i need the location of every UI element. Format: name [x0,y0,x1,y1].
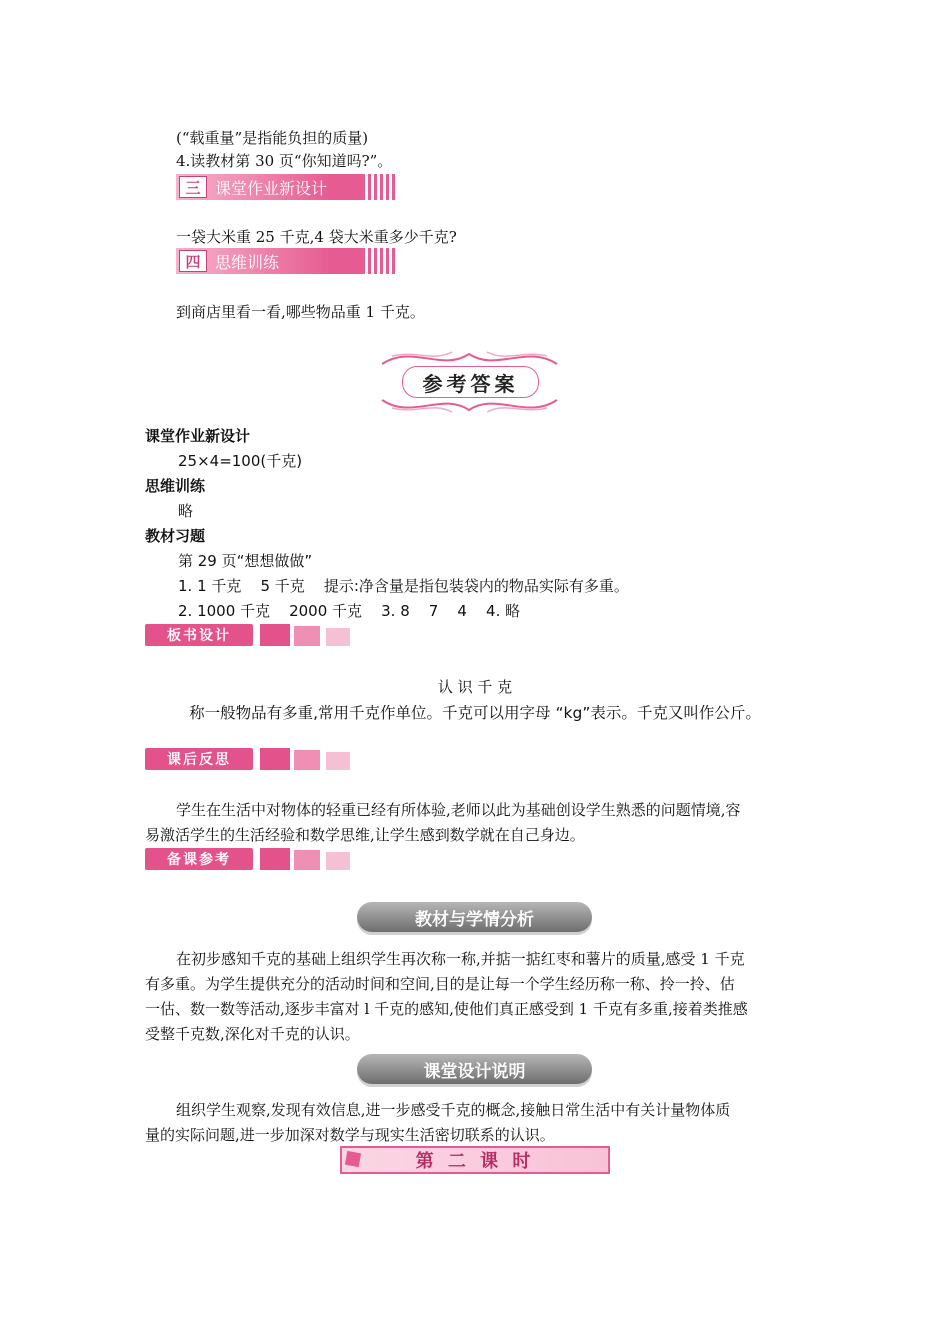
analysis-text: 在初步感知千克的基础上组织学生再次称一称,并掂一掂红枣和薯片的质量,感受 1 千克 [176,950,745,968]
decoration-square [260,848,290,870]
lesson-banner [340,1146,610,1174]
reflection-tag: 课后反思 [145,748,253,770]
answer-text: 2. 1000 千克 2000 千克 3. 8 7 4 4. 略 [178,602,521,620]
answer-heading: 思维训练 [145,477,206,495]
answer-text: 1. 1 千克 5 千克 提示:净含量是指包装袋内的物品实际有多重。 [178,577,629,595]
answer-heading: 教材习题 [145,527,206,545]
analysis-text: 有多重。为学生提供充分的活动时间和空间,目的是让每一个学生经历称一称、拎一拎、估 [145,975,735,993]
decoration-square [294,750,320,770]
analysis-text: 受整千克数,深化对千克的认识。 [145,1025,360,1043]
stripe-decoration [362,248,396,274]
design-header: 课堂设计说明 [357,1054,592,1084]
analysis-text: 一估、数一数等活动,逐步丰富对 l 千克的感知,使他们真正感受到 1 千克有多重,接着类推感 [145,1000,748,1018]
board-design-tag: 板书设计 [145,624,253,646]
reflection-text: 易激活学生的生活经验和数学思维,让学生感到数学就在自己身边。 [145,826,585,844]
reflection-text: 学生在生活中对物体的轻重已经有所体验,老师以此为基础创设学生熟悉的问题情境,容 [176,801,741,819]
answer-banner [372,342,567,420]
section-number: 三 [179,176,207,198]
note-line: (“载重量”是指能负担的质量) [176,129,369,147]
decoration-square [326,752,350,770]
decoration-square [294,850,320,870]
decoration-square [294,626,320,646]
answer-text: 第 29 页“想想做做” [178,552,313,570]
prep-reference-tag: 备课参考 [145,848,253,870]
instruction-line: 4.读教材第 30 页“你知道吗?”。 [176,152,393,170]
answer-title: 参考答案 [422,371,519,396]
board-title: 认 识 千 克 [437,678,513,696]
section-title: 思维训练 [215,252,280,272]
analysis-header: 教材与学情分析 [357,902,592,932]
answer-text: 略 [178,502,194,520]
section-header-homework [176,174,396,200]
decoration-square [326,852,350,870]
decoration-square [326,628,350,646]
decoration-square [260,624,290,646]
thinking-question: 到商店里看一看,哪些物品重 1 千克。 [176,303,425,321]
answer-heading: 课堂作业新设计 [145,427,251,445]
answer-text: 25×4=100(千克) [178,452,303,470]
section-title: 课堂作业新设计 [215,178,328,198]
design-text: 组织学生观察,发现有效信息,进一步感受千克的概念,接触日常生活中有关计量物体质 [176,1101,731,1119]
corner-decoration-icon [345,1151,361,1167]
answer-title-box [402,366,539,398]
design-text: 量的实际问题,进一步加深对数学与现实生活密切联系的认识。 [145,1126,555,1144]
homework-question: 一袋大米重 25 千克,4 袋大米重多少千克? [176,228,457,246]
section-number: 四 [179,250,207,272]
board-content: 称一般物品有多重,常用千克作单位。千克可以用字母 “kg”表示。千克又叫作公斤。 [189,704,761,722]
stripe-decoration [362,174,396,200]
section-header-thinking [176,248,396,274]
decoration-square [260,748,290,770]
lesson-title: 第 二 课 时 [415,1151,535,1172]
